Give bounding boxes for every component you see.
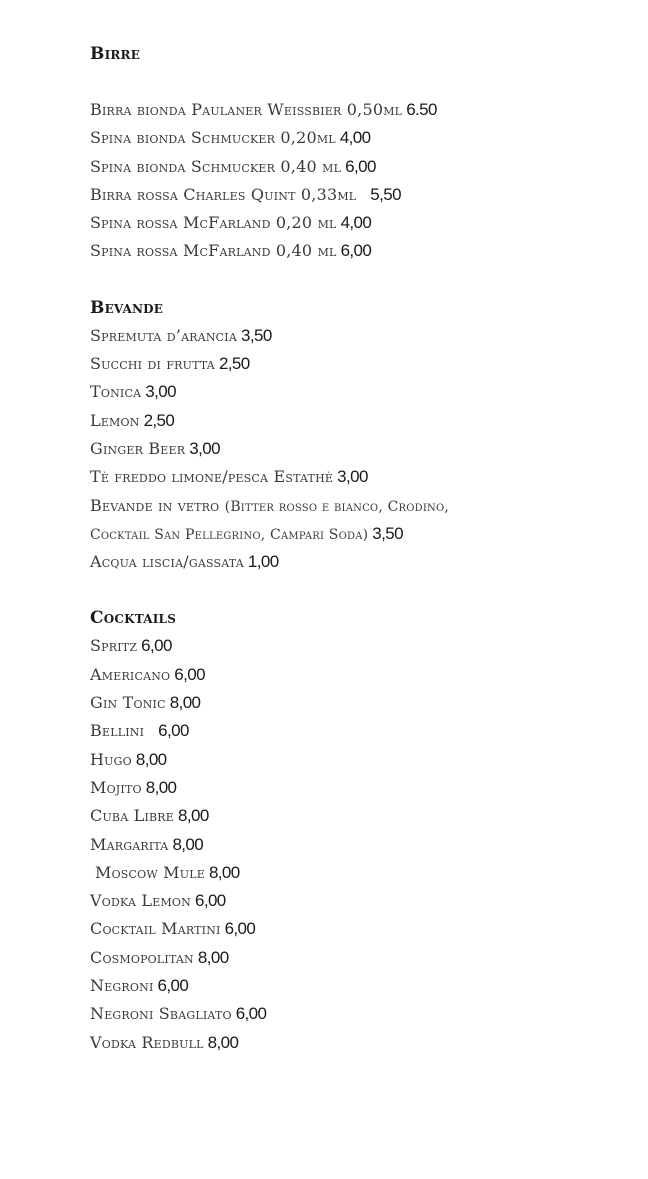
section-title-bevande: Bevande — [90, 297, 164, 318]
item-price: 6,00 — [157, 976, 189, 996]
menu-item — [90, 463, 610, 491]
menu-item — [90, 548, 610, 576]
menu-item — [90, 859, 610, 887]
section-title-birre: Birre — [90, 44, 141, 64]
item-price: 3,50 — [372, 523, 403, 543]
drinks-menu — [90, 40, 610, 1057]
item-name: Hugo — [90, 749, 132, 769]
item-name: Margarita — [90, 834, 169, 854]
item-name: Cuba Libre — [90, 806, 174, 826]
item-price: 8,00 — [178, 806, 209, 826]
item-note: Cocktail San Pellegrino, Campari Soda) — [90, 526, 369, 543]
item-name: Birra bionda Paulaner Weissbier 0,50ml — [90, 100, 403, 119]
menu-item — [90, 378, 610, 406]
item-name: Acqua liscia/gassata — [90, 552, 244, 572]
section-title-cocktails: Cocktails — [90, 608, 177, 629]
item-price: 8,00 — [169, 693, 201, 713]
menu-item — [90, 209, 610, 237]
menu-item — [90, 181, 610, 209]
menu-item — [90, 915, 610, 943]
item-name: Spritz — [90, 636, 138, 656]
item-price: 8,00 — [172, 834, 204, 854]
item-price: 6,00 — [174, 664, 205, 684]
item-price: 2,50 — [143, 410, 175, 430]
item-price: 4,00 — [340, 213, 372, 233]
menu-item — [90, 802, 610, 830]
menu-item — [90, 746, 610, 774]
item-price: 3,00 — [337, 467, 368, 487]
item-name: Vodka Redbull — [90, 1032, 204, 1052]
item-price: 3,00 — [145, 382, 176, 402]
item-price: 2,50 — [218, 354, 250, 374]
item-price: 8,00 — [197, 947, 229, 967]
item-name: Cosmopolitan — [90, 947, 194, 967]
item-price: 3,50 — [240, 325, 272, 345]
item-price: 6,00 — [158, 721, 189, 741]
menu-item — [90, 407, 610, 435]
menu-item — [90, 661, 610, 689]
item-price: 6,00 — [224, 919, 256, 939]
menu-item — [90, 972, 610, 1000]
item-name: Tonica — [90, 382, 142, 402]
item-name: Succhi di frutta — [90, 354, 215, 374]
menu-item — [90, 774, 610, 802]
item-price: 6,00 — [194, 891, 226, 911]
item-price: 1,00 — [247, 552, 279, 572]
item-name: Negroni Sbagliato — [90, 1004, 232, 1024]
item-price: 8,00 — [145, 777, 177, 797]
item-name: Lemon — [90, 410, 140, 430]
section-cocktails — [90, 604, 610, 1056]
menu-item — [90, 153, 610, 181]
item-price: 6,00 — [235, 1004, 267, 1024]
menu-item — [90, 689, 610, 717]
menu-item — [90, 717, 610, 745]
item-price: 3,00 — [189, 438, 220, 458]
item-price: 6,00 — [345, 156, 376, 176]
menu-item — [90, 96, 610, 124]
item-name: Spremuta d’arancia — [90, 325, 237, 345]
item-name: Mojito — [90, 777, 142, 797]
menu-item — [90, 944, 610, 972]
item-price: 6,00 — [141, 636, 172, 656]
menu-item-vetro — [90, 492, 610, 520]
item-name: Tè freddo limone/pesca Estathè — [90, 467, 334, 487]
item-name: Spina bionda Schmucker 0,20ml — [90, 128, 336, 148]
item-name: Gin Tonic — [90, 693, 166, 713]
menu-item-vetro-cont — [90, 520, 610, 548]
section-bevande — [90, 294, 610, 577]
item-price: 6,00 — [340, 241, 372, 261]
item-name: Spina rossa McFarland 0,20 ml — [90, 213, 337, 233]
item-price: 8,00 — [208, 862, 240, 882]
item-price: 6.50 — [406, 100, 437, 119]
section-birre — [90, 40, 610, 266]
item-note: (Bitter rosso e bianco, Crodino, — [224, 498, 450, 515]
item-name: Spina rossa McFarland 0,40 ml — [90, 241, 337, 261]
item-name: Bevande in vetro — [90, 495, 220, 515]
item-name: Spina bionda Schmucker 0,40 ml — [90, 156, 342, 176]
menu-item — [90, 1000, 610, 1028]
item-price: 8,00 — [135, 749, 167, 769]
menu-item — [90, 632, 610, 660]
item-name: Negroni — [90, 976, 154, 996]
item-price: 4,00 — [339, 128, 371, 148]
menu-item — [90, 322, 610, 350]
menu-item — [90, 887, 610, 915]
item-name: Vodka Lemon — [90, 891, 191, 911]
menu-item — [90, 435, 610, 463]
item-price: 5,50 — [370, 184, 401, 204]
item-name: Bellini — [90, 721, 145, 741]
menu-item — [90, 1029, 610, 1057]
menu-item — [90, 350, 610, 378]
item-name: Birra rossa Charles Quint 0,33ml — [90, 184, 357, 204]
item-name: Cocktail Martini — [90, 919, 221, 939]
menu-item — [90, 124, 610, 152]
item-name: Americano — [90, 664, 171, 684]
menu-item — [90, 237, 610, 265]
item-name: Moscow Mule — [95, 862, 205, 882]
item-name: Ginger Beer — [90, 438, 186, 458]
menu-item — [90, 831, 610, 859]
item-price: 8,00 — [207, 1032, 239, 1052]
